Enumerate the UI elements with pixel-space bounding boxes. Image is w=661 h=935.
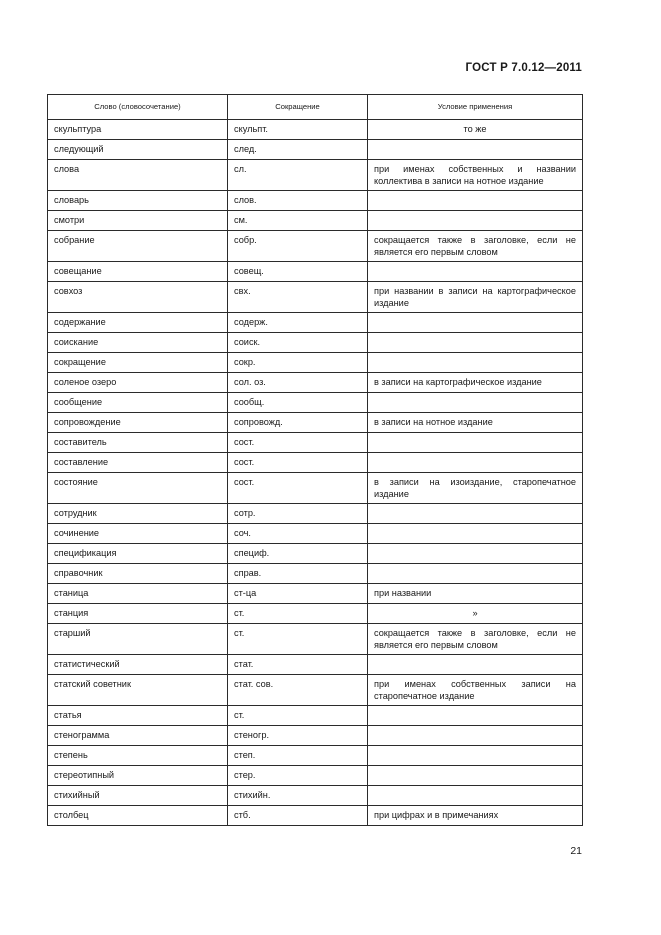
cell-abbreviation: сост. <box>228 473 368 504</box>
cell-condition: при именах собственных и названии коллектива в записи на нотное издание <box>368 160 583 191</box>
cell-word: совещание <box>48 262 228 282</box>
table-row <box>48 544 583 564</box>
cell-abbreviation: соч. <box>228 524 368 544</box>
cell-condition <box>368 564 583 584</box>
cell-abbreviation: сопровожд. <box>228 413 368 433</box>
cell-condition <box>368 333 583 353</box>
cell-word: справочник <box>48 564 228 584</box>
table-row <box>48 282 583 313</box>
cell-word: станция <box>48 604 228 624</box>
cell-condition <box>368 726 583 746</box>
cell-word: станица <box>48 584 228 604</box>
table-row <box>48 504 583 524</box>
cell-condition <box>368 140 583 160</box>
table-row <box>48 413 583 433</box>
table-row <box>48 675 583 706</box>
cell-condition: то же <box>368 120 583 140</box>
cell-word: статистический <box>48 655 228 675</box>
cell-word: совхоз <box>48 282 228 313</box>
cell-abbreviation: ст. <box>228 706 368 726</box>
cell-abbreviation: собр. <box>228 231 368 262</box>
cell-word: соленое озеро <box>48 373 228 393</box>
table-row <box>48 191 583 211</box>
cell-abbreviation: содерж. <box>228 313 368 333</box>
cell-word: стенограмма <box>48 726 228 746</box>
cell-abbreviation: сообщ. <box>228 393 368 413</box>
table-row <box>48 655 583 675</box>
cell-word: содержание <box>48 313 228 333</box>
cell-condition: при именах собственных записи на старопечатное издание <box>368 675 583 706</box>
cell-condition <box>368 766 583 786</box>
cell-condition: при цифрах и в примечаниях <box>368 806 583 826</box>
table-row <box>48 120 583 140</box>
cell-word: сопровождение <box>48 413 228 433</box>
cell-condition: в записи на нотное издание <box>368 413 583 433</box>
cell-word: степень <box>48 746 228 766</box>
cell-word: соискание <box>48 333 228 353</box>
cell-word: состояние <box>48 473 228 504</box>
table-row <box>48 333 583 353</box>
cell-condition: сокращается также в заголовке, если не является его первым словом <box>368 624 583 655</box>
cell-abbreviation: стихийн. <box>228 786 368 806</box>
cell-word: стихийный <box>48 786 228 806</box>
cell-abbreviation: справ. <box>228 564 368 584</box>
cell-condition <box>368 393 583 413</box>
table-row <box>48 806 583 826</box>
cell-abbreviation: ст-ца <box>228 584 368 604</box>
cell-word: следующий <box>48 140 228 160</box>
cell-word: столбец <box>48 806 228 826</box>
cell-abbreviation: совещ. <box>228 262 368 282</box>
cell-condition <box>368 524 583 544</box>
cell-word: сотрудник <box>48 504 228 524</box>
cell-abbreviation: сокр. <box>228 353 368 373</box>
table-row <box>48 393 583 413</box>
cell-word: собрание <box>48 231 228 262</box>
column-header-condition: Условие применения <box>368 95 583 120</box>
column-header-abbreviation: Сокращение <box>228 95 368 120</box>
table-row <box>48 746 583 766</box>
cell-condition <box>368 453 583 473</box>
cell-condition <box>368 746 583 766</box>
cell-condition <box>368 191 583 211</box>
cell-word: скульптура <box>48 120 228 140</box>
table-row <box>48 262 583 282</box>
table-row <box>48 473 583 504</box>
cell-condition <box>368 504 583 524</box>
cell-abbreviation: сост. <box>228 433 368 453</box>
cell-word: словарь <box>48 191 228 211</box>
table-row <box>48 584 583 604</box>
table-row <box>48 453 583 473</box>
abbreviation-table <box>47 94 583 826</box>
cell-abbreviation: свх. <box>228 282 368 313</box>
cell-condition: в записи на картографическое издание <box>368 373 583 393</box>
cell-condition <box>368 353 583 373</box>
table-row <box>48 313 583 333</box>
cell-word: составитель <box>48 433 228 453</box>
document-code: ГОСТ Р 7.0.12—2011 <box>465 62 582 74</box>
table-row <box>48 706 583 726</box>
cell-abbreviation: степ. <box>228 746 368 766</box>
cell-word: слова <box>48 160 228 191</box>
cell-abbreviation: сол. оз. <box>228 373 368 393</box>
table-row <box>48 624 583 655</box>
cell-abbreviation: стат. <box>228 655 368 675</box>
cell-condition <box>368 544 583 564</box>
cell-word: сообщение <box>48 393 228 413</box>
cell-abbreviation: скульпт. <box>228 120 368 140</box>
cell-abbreviation: специф. <box>228 544 368 564</box>
cell-abbreviation: сотр. <box>228 504 368 524</box>
table-row <box>48 211 583 231</box>
cell-condition <box>368 655 583 675</box>
cell-word: сокращение <box>48 353 228 373</box>
cell-condition: при названии <box>368 584 583 604</box>
cell-abbreviation: сост. <box>228 453 368 473</box>
cell-abbreviation: стер. <box>228 766 368 786</box>
cell-abbreviation: след. <box>228 140 368 160</box>
cell-condition <box>368 211 583 231</box>
table-row <box>48 604 583 624</box>
cell-word: смотри <box>48 211 228 231</box>
table-row <box>48 766 583 786</box>
cell-abbreviation: сл. <box>228 160 368 191</box>
cell-abbreviation: см. <box>228 211 368 231</box>
table-body <box>48 120 583 826</box>
table-header-row <box>48 95 583 120</box>
cell-abbreviation: стб. <box>228 806 368 826</box>
cell-condition <box>368 706 583 726</box>
cell-abbreviation: ст. <box>228 624 368 655</box>
cell-condition: в записи на изоиздание, старопечатное издание <box>368 473 583 504</box>
table-row <box>48 524 583 544</box>
cell-condition <box>368 433 583 453</box>
cell-abbreviation: слов. <box>228 191 368 211</box>
cell-word: составление <box>48 453 228 473</box>
table-row <box>48 373 583 393</box>
table-row <box>48 564 583 584</box>
cell-abbreviation: соиск. <box>228 333 368 353</box>
cell-condition: при названии в записи на картографическое издание <box>368 282 583 313</box>
cell-word: статский советник <box>48 675 228 706</box>
table-row <box>48 786 583 806</box>
cell-condition: сокращается также в заголовке, если не является его первым словом <box>368 231 583 262</box>
cell-word: спецификация <box>48 544 228 564</box>
page-number: 21 <box>570 845 582 857</box>
cell-word: статья <box>48 706 228 726</box>
table-row <box>48 160 583 191</box>
table-row <box>48 433 583 453</box>
table-row <box>48 140 583 160</box>
table-row <box>48 726 583 746</box>
cell-abbreviation: стат. сов. <box>228 675 368 706</box>
table-row <box>48 353 583 373</box>
cell-condition <box>368 313 583 333</box>
cell-abbreviation: стеногр. <box>228 726 368 746</box>
table-row <box>48 231 583 262</box>
cell-word: сочинение <box>48 524 228 544</box>
cell-word: стереотипный <box>48 766 228 786</box>
cell-condition <box>368 786 583 806</box>
cell-condition <box>368 262 583 282</box>
cell-condition: » <box>368 604 583 624</box>
cell-abbreviation: ст. <box>228 604 368 624</box>
column-header-word: Слово (словосочетание) <box>48 95 228 120</box>
cell-word: старший <box>48 624 228 655</box>
